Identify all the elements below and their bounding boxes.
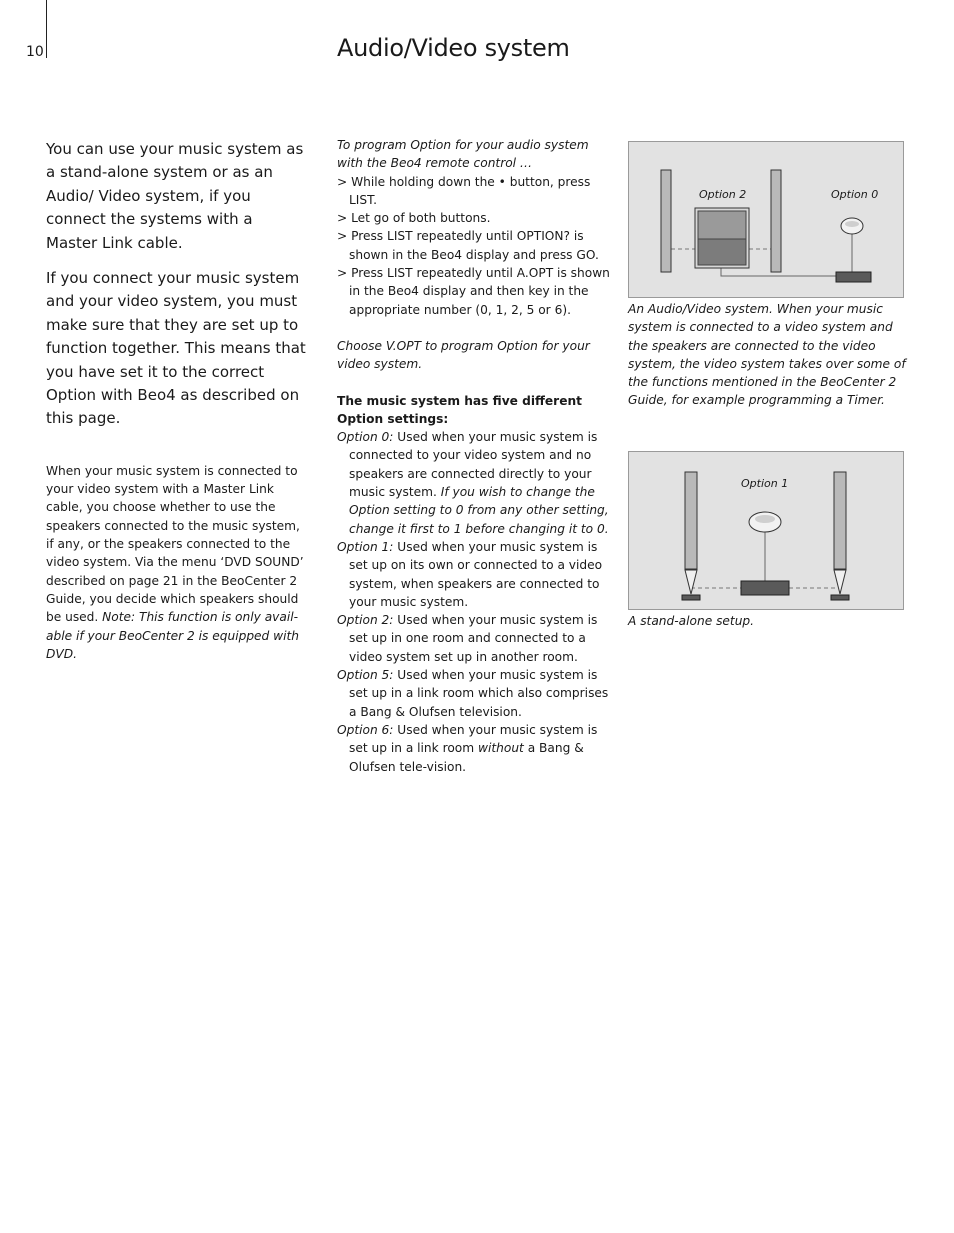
option-2-label: Option 2: xyxy=(337,613,394,628)
option-6: Option 6: Used when your music system is set up in a link room without a Bang & Olufsen tele-vision. xyxy=(337,722,598,774)
right-speaker xyxy=(834,472,846,569)
figure-2-caption: A stand-alone setup. xyxy=(628,614,755,628)
page-title: Audio/Video system xyxy=(337,34,570,62)
option-0-label: Option 0 xyxy=(831,188,879,201)
speaker-text: When your music system is connected to your video system with a Master Link cable, you choose whether to use the speakers connected to the music system, if any, or the speakers connected to the video system. Via the menu ‘DVD SOUND’ described on page 21 in the BeoCenter 2 Guide, you decide which speakers should be used. xyxy=(46,463,304,625)
list-key: LIST xyxy=(349,192,374,207)
option-6-label: Option 6: xyxy=(337,722,394,737)
option-2: Option 2: Used when your music system is set up in one room and connected to a video system set up in another room. xyxy=(337,613,598,664)
figure-1-caption: An Audio/Video system. When your music system is connected to a video system and the speakers are connected to the video system, the video system takes over some of the functions mentioned in the BeoCenter 2 Guide, for example programming a Timer. xyxy=(628,302,906,408)
list-key: LIST xyxy=(387,266,413,281)
step-2: > Let go of both buttons. xyxy=(337,211,491,226)
page-number: 10 xyxy=(26,44,44,60)
option-5-label: Option 5: xyxy=(337,668,394,683)
step-4: > Press LIST repeatedly until A.OPT is shown in the Beo4 display and then key in the appropriate number (0, 1, 2, 5 or 6). xyxy=(337,266,610,317)
option-numbers: 0, 1, 2, 5 or 6 xyxy=(480,302,563,317)
option-0-label: Option 0: xyxy=(337,430,394,445)
tv-screen-top xyxy=(698,211,746,239)
right-speaker-foot xyxy=(831,595,849,600)
header-rule xyxy=(46,0,47,58)
left-speaker xyxy=(661,170,671,272)
option-2-label: Option 2 xyxy=(699,188,747,201)
right-speaker-stand xyxy=(834,570,846,594)
intro-column xyxy=(46,138,308,663)
left-speaker xyxy=(685,472,697,569)
option-1-label: Option 1: xyxy=(337,539,394,554)
stand-alone-setup-illustration xyxy=(628,451,904,610)
option-0: Option 0: Used when your music system is connected to your video system and no speakers are connected directly to your music system. If you wish to change the Option setting to 0 from any other setting, change it first to 1 before changing it to 0. xyxy=(337,430,609,536)
step-1: > While holding down the • button, press LIST. xyxy=(337,174,591,207)
step-3: > Press LIST repeatedly until OPTION? is shown in the Beo4 display and press GO. xyxy=(337,229,599,262)
speaker-paragraph xyxy=(46,462,308,663)
audio-video-system-illustration xyxy=(628,141,904,298)
option-1: Option 1: Used when your music system is set up on its own or connected to a video system, when speakers are connected to your music system. xyxy=(337,539,603,609)
intro-paragraph-2: If you connect your music system and your video system, you must make sure that they are set up to function together. This means that you have set it to the correct Option with Beo4 as described on this page. xyxy=(46,269,306,428)
tv-screen-bottom xyxy=(698,239,746,265)
music-system-base xyxy=(741,581,789,595)
go-key: GO xyxy=(576,247,595,262)
instructions-column xyxy=(337,136,617,776)
left-speaker-stand xyxy=(685,570,697,594)
vopt-note: Choose V.OPT to program Option for your video system. xyxy=(337,338,590,372)
option-5: Option 5: Used when your music system is set up in a link room which also comprises a Bang & Olufsen television. xyxy=(337,668,609,719)
dvd-note: Note: This function is only avail-able if your BeoCenter 2 is equipped with DVD. xyxy=(46,610,300,661)
music-system-base xyxy=(836,272,871,282)
right-speaker xyxy=(771,170,781,272)
intro-paragraph-1: You can use your music system as a stand-alone system or as an Audio/ Video system, if you connect the systems with a Master Link cable. xyxy=(46,140,304,252)
option-1-label: Option 1 xyxy=(741,477,789,490)
instructions-intro: To program Option for your audio system with the Beo4 remote control … xyxy=(337,138,589,171)
option-settings-heading: The music system has five different Option settings: xyxy=(337,393,582,426)
list-key: LIST xyxy=(387,229,413,244)
left-speaker-foot xyxy=(682,595,700,600)
